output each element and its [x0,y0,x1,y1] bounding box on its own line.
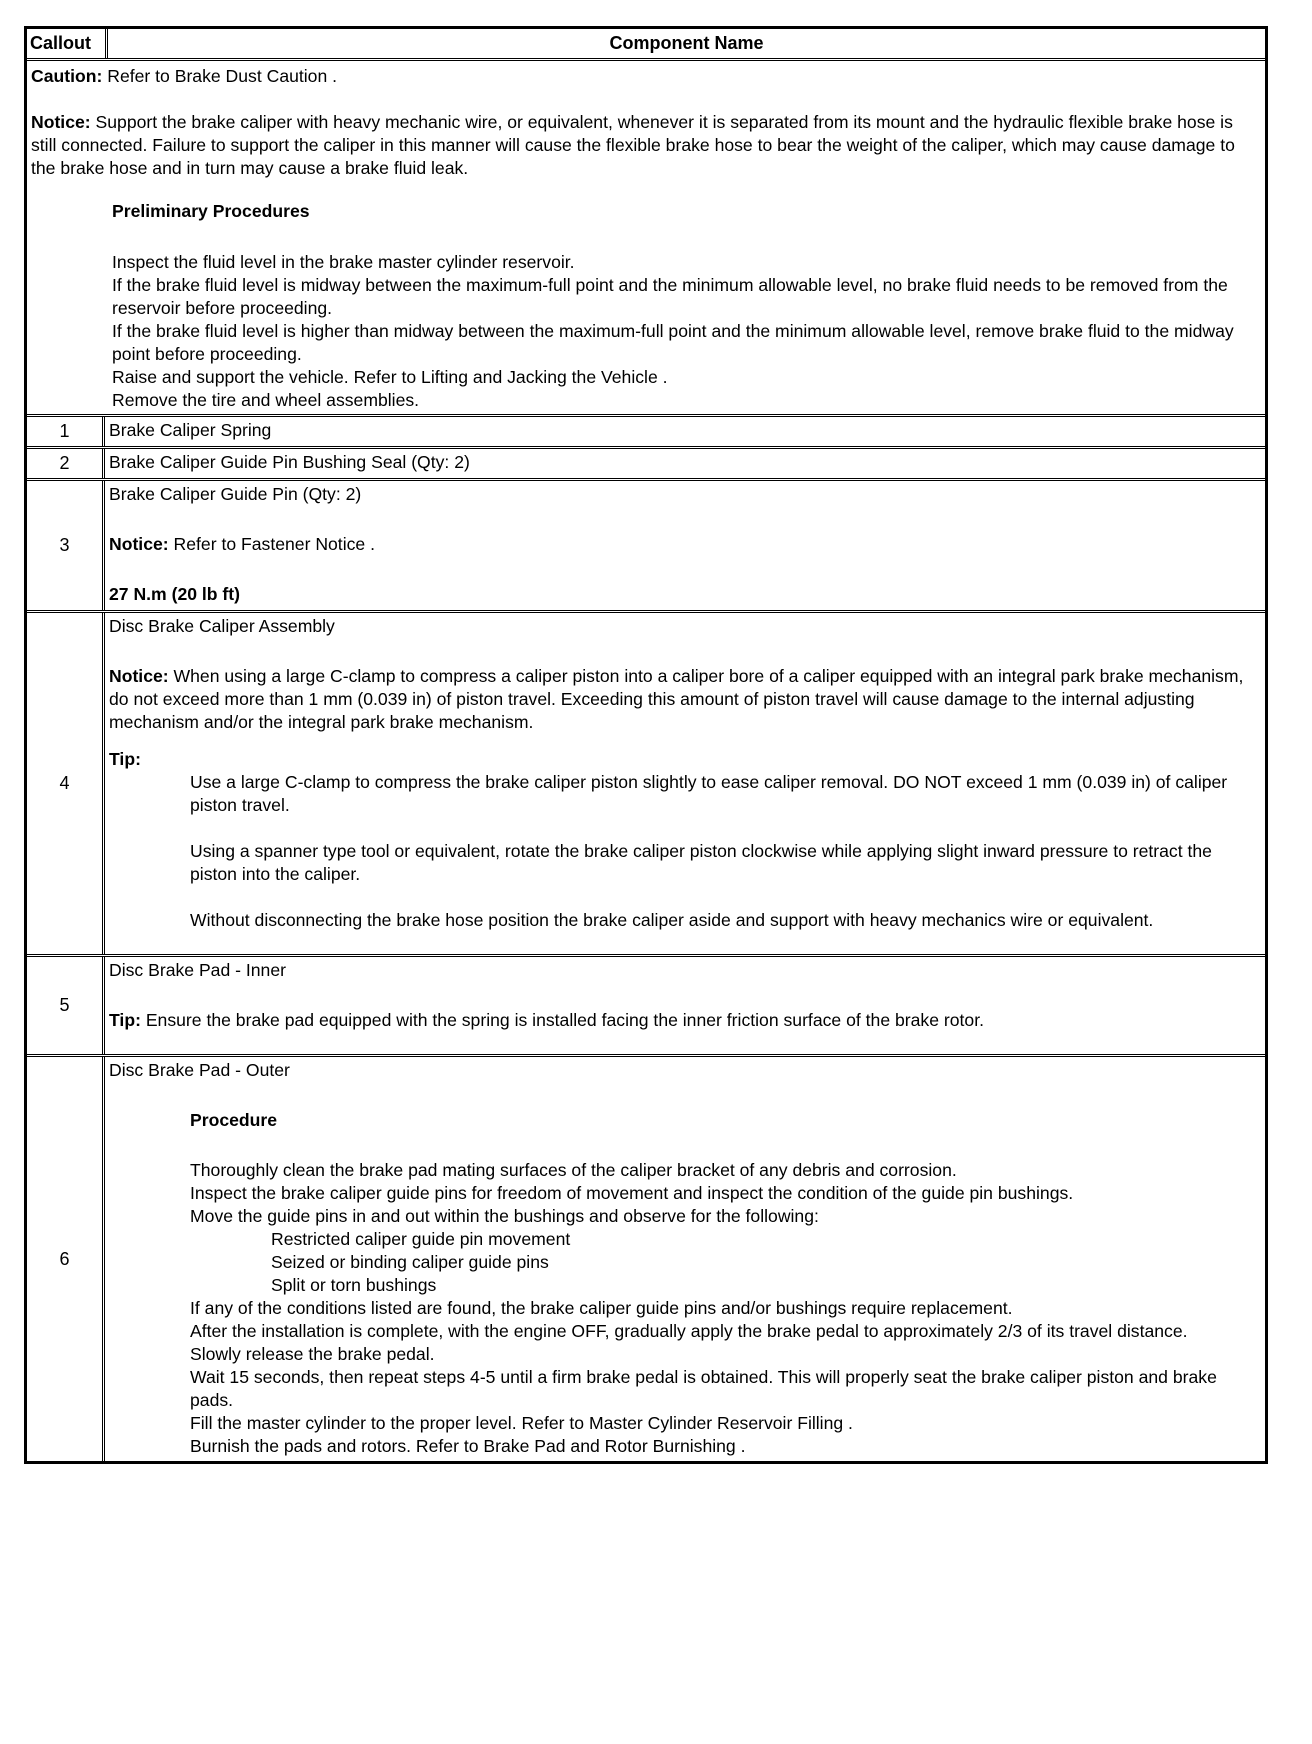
caution-text: Refer to Brake Dust Caution . [102,66,338,86]
component-name: Disc Brake Caliper Assembly [109,616,335,636]
table-row [27,414,1265,446]
table-row [27,1054,1265,1461]
prelim-line: If the brake fluid level is midway between the maximum-full point and the minimum allowable level, no brake fluid needs to be removed from the reservoir before proceeding. [112,275,1228,318]
procedure-step: Burnish the pads and rotors. Refer to Brake Pad and Rotor Burnishing . [190,1436,746,1456]
callout-number: 5 [27,957,105,1054]
tip-item: Without disconnecting the brake hose position the brake caliper aside and support with heavy mechanics wire or equivalent. [190,910,1154,930]
notice-text: Refer to Fastener Notice . [168,534,375,554]
row-content [105,1057,1265,1461]
procedure-step: If any of the conditions listed are found, the brake caliper guide pins and/or bushings require replacement. [190,1298,1013,1318]
procedure-sub-item: Restricted caliper guide pin movement [271,1229,571,1249]
procedure-step: Inspect the brake caliper guide pins for freedom of movement and inspect the condition of the guide pin bushings. [190,1183,1074,1203]
notice-text: Support the brake caliper with heavy mechanic wire, or equivalent, whenever it is separated from its mount and the hydraulic flexible brake hose is still connected. Failure to support the caliper in this manner will cause the flexible brake hose to bear the weight of the caliper, which may cause damage to the brake hose and in turn may cause a brake fluid leak. [31,112,1235,178]
tip-text: Ensure the brake pad equipped with the spring is installed facing the inner friction surface of the brake rotor. [140,1010,984,1030]
table-row [27,954,1265,1054]
component-name: Disc Brake Pad - Inner [109,960,286,980]
prelim-line: Remove the tire and wheel assemblies. [112,390,420,410]
callout-number: 2 [27,449,105,478]
procedure-step: Wait 15 seconds, then repeat steps 4-5 until a firm brake pedal is obtained. This will properly seat the brake caliper piston and brake pads. [190,1367,1217,1410]
procedure-step: After the installation is complete, with the engine OFF, gradually apply the brake pedal to approximately 2/3 of its travel distance. [190,1321,1188,1341]
notice-line [109,533,1261,556]
row-content [105,957,1265,1054]
caution-label: Caution: [31,66,103,86]
intro-content [27,61,1265,414]
header-callout: Callout [27,29,108,58]
preliminary-procedures-title: Preliminary Procedures [112,201,310,221]
prelim-line: Inspect the fluid level in the brake master cylinder reservoir. [112,252,575,272]
prelim-line: If the brake fluid level is higher than midway between the maximum-full point and the minimum allowable level, remove brake fluid to the midway point before proceeding. [112,321,1234,364]
table-row [27,446,1265,478]
procedure-step: Fill the master cylinder to the proper level. Refer to Master Cylinder Reservoir Filling . [190,1413,853,1433]
tip-line [109,1009,1261,1032]
row-content [105,613,1265,954]
tip-label: Tip: [109,749,141,769]
procedure-title: Procedure [190,1110,278,1130]
notice-paragraph [31,111,1261,180]
procedure-sub-item: Seized or binding caliper guide pins [271,1252,549,1272]
procedure-step: Thoroughly clean the brake pad mating surfaces of the caliper bracket of any debris and corrosion. [190,1160,957,1180]
table-row [27,610,1265,954]
tip-item: Use a large C-clamp to compress the brake caliper piston slightly to ease caliper removal. DO NOT exceed 1 mm (0.039 in) of caliper piston travel. [190,772,1228,815]
notice-paragraph [109,665,1261,734]
notice-label: Notice: [109,666,169,686]
component-name: Brake Caliper Guide Pin Bushing Seal (Qty: 2) [109,452,470,472]
notice-label: Notice: [109,534,169,554]
component-table [24,26,1268,1464]
tip-label: Tip: [109,1010,141,1030]
caution-line [31,65,1261,88]
row-content [105,481,1265,610]
procedure-sub-item: Split or torn bushings [271,1275,437,1295]
notice-label: Notice: [31,112,91,132]
callout-number: 4 [27,613,105,954]
prelim-line: Raise and support the vehicle. Refer to Lifting and Jacking the Vehicle . [112,367,668,387]
intro-row [27,58,1265,414]
torque-spec: 27 N.m (20 lb ft) [109,584,240,604]
callout-number: 3 [27,481,105,610]
table-row [27,478,1265,610]
procedure-step: Move the guide pins in and out within the bushings and observe for the following: [190,1206,819,1226]
component-name: Brake Caliper Spring [109,420,272,440]
tip-item: Using a spanner type tool or equivalent, rotate the brake caliper piston clockwise while applying slight inward pressure to retract the piston into the caliper. [190,841,1212,884]
callout-number: 1 [27,417,105,446]
callout-number: 6 [27,1057,105,1461]
component-name: Brake Caliper Guide Pin (Qty: 2) [109,484,362,504]
component-name: Disc Brake Pad - Outer [109,1060,290,1080]
notice-text: When using a large C-clamp to compress a caliper piston into a caliper bore of a caliper equipped with an integral park brake mechanism, do not exceed more than 1 mm (0.039 in) of piston travel. Exceeding this amount of piston travel will cause damage to the internal adjusting mechanism and/or the integral park brake mechanism. [109,666,1244,732]
procedure-step: Slowly release the brake pedal. [190,1344,435,1364]
header-component-name: Component Name [609,33,764,53]
table-header [27,29,1265,58]
